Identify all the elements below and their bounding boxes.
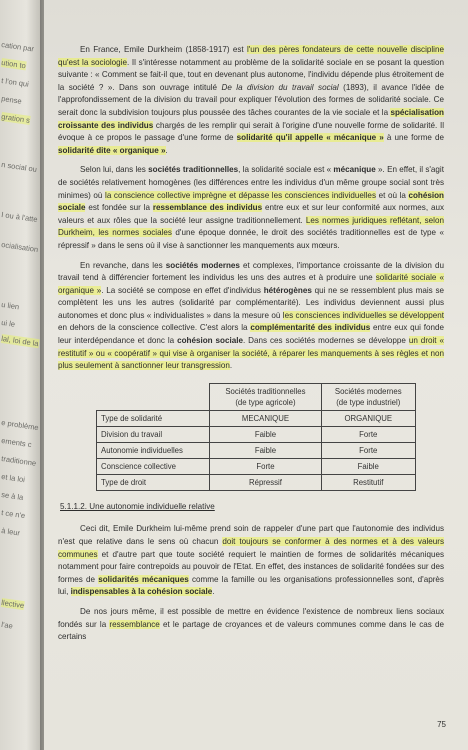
column-header-traditional: Sociétés traditionnelles (de type agricole) (210, 383, 321, 410)
paragraph-traditional-societies (58, 164, 444, 252)
text: à une forme de (383, 133, 444, 143)
row-label: Type de solidarité (97, 410, 210, 426)
text: . (229, 361, 233, 371)
text: (1893), il avance l'idée de l'approfondissement de la division du travail pour expliquer l'évolution des formes de solidarité sociale. Ce serait donc la subdivision toujours plus poussée des tâches courantes de la vie sociale et la (58, 82, 445, 117)
text: d'une époque donnée, le droit des sociétés traditionnelles est de type « répressif » dans le sens où il vise à sanctionner les manquements aux mœurs. (58, 228, 444, 250)
previous-page-edge (0, 0, 44, 750)
margin-fragment: I ou à l'atte (0, 210, 39, 224)
margin-fragment: ui le (0, 318, 16, 329)
paragraph-relative-autonomy (58, 523, 444, 599)
text: qui ne se ressemblent plus mais se complètent les uns les autres (solidarité par complémentarité). Les individus deviennent aussi plus autonomes et donc plus « individualistes » dans la mesure où (58, 285, 444, 320)
cell-traditional: Répressif (210, 474, 321, 490)
cell-traditional: Forte (210, 458, 321, 474)
table-header-row (97, 383, 416, 410)
table-row (97, 442, 416, 458)
text: et d'autre part que toute société requiert le maintien de formes de solidarités mécaniques notamment pour faire contrepoids au pouvoir de l'Etat. En effet, des instances de solidarité fondées sur des formes de (58, 549, 444, 584)
margin-fragment: t ce n'e (0, 508, 26, 521)
text: Ceci dit, Emile Durkheim lui-même prend soin de rappeler d'une part que l'autonomie des individus n'est que relative dans le sens où chacun (58, 524, 444, 547)
highlight: Les normes juridiques reflétant, selon Durkheim, les normes sociales (58, 215, 444, 238)
text: et le partage de croyances et de valeurs communes comme dans le cas de certains (58, 619, 444, 642)
text: . Dans ces sociétés modernes se développe (243, 336, 409, 346)
highlight: spécialisation croissante des individus (58, 107, 444, 130)
text: En France, Emile Durkheim (1858-1917) est (80, 45, 247, 54)
cell-modern: Forte (321, 442, 415, 458)
margin-fragment: à leur (0, 526, 21, 538)
margin-fragment: e problème (0, 418, 40, 433)
table-corner-cell (97, 383, 210, 410)
margin-fragment: ution to (0, 58, 27, 71)
text: comme la famille ou les organisations professionnelles sont, d'après lui, (58, 574, 444, 597)
paragraph-durkheim-intro (58, 44, 444, 157)
text: entre eux et sur leur conformité aux normes, aux valeurs et aux rôles que la société leur assigne traditionnellement. (58, 203, 444, 225)
text: . (165, 145, 168, 155)
table-row (97, 426, 416, 442)
cell-modern: Faible (321, 458, 415, 474)
cell-traditional: Faible (210, 426, 321, 442)
table-row (97, 458, 416, 474)
text: Selon lui, dans les (80, 165, 149, 175)
text: et où la (376, 190, 409, 200)
highlight: un droit « restitutif » ou « coopératif » qui vise à organiser la société, à réparer les manquements à ses règles et non plus seulement à sanctionner leur transgression (58, 336, 444, 371)
highlight: solidarité dite « organique » (58, 145, 166, 155)
margin-fragment: lal, loi de la (0, 334, 40, 349)
column-header-modern: Sociétés modernes (de type industriel) (321, 383, 415, 410)
page-number: 75 (437, 720, 446, 730)
margin-fragment: et la loi (0, 472, 26, 485)
text: entre eux qui fonde leur interdépendance et donc la (58, 323, 444, 346)
cell-modern: Forte (321, 426, 415, 442)
margin-fragment: pense (0, 94, 23, 106)
text: chargés de les remplir qui serait à l'origine d'une nouvelle forme de solidarité. Il évoque à ce propos le passage d'une forme de (58, 120, 445, 143)
text: . Il s'intéresse notamment au problème de la solidarité sociale en se posant la question suivante : « Comment se fait-il que, tout en devenant plus autonome, l'individu dépende plus étroitement de la société ? ». Dans son ouvrage intitulé (58, 57, 444, 92)
paragraph-modern-societies (58, 260, 444, 373)
margin-fragment: l'ae (0, 620, 14, 631)
row-label: Conscience collective (97, 458, 210, 474)
highlight: indispensables à la cohésion sociale (70, 587, 213, 597)
cell-modern: ORGANIQUE (321, 410, 415, 426)
paragraph-nowadays (58, 606, 444, 644)
margin-fragment: t l'on qui (0, 76, 30, 89)
highlight: complémentarité des individus (250, 323, 371, 333)
text: et complexes, l'importance croissante de la division du travail tend à différencier fortement les individus les uns des autres et à produire une (58, 260, 444, 283)
row-label: Autonomie individuelles (97, 442, 210, 458)
margin-fragment: traditionne (0, 454, 37, 468)
bold-term: sociétés modernes (165, 260, 240, 270)
margin-fragment: llective (0, 598, 25, 611)
bold-term: sociétés traditionnelles (148, 165, 239, 175)
margin-fragment: gration s (0, 112, 31, 125)
highlight: solidarité sociale « organique » (58, 273, 444, 295)
highlight: doit toujours se conformer à des normes et à des valeurs communes (58, 537, 444, 559)
highlight: solidarité qu'il appelle « mécanique » (236, 133, 384, 143)
text: en dehors de la conscience collective. C'est alors la (58, 323, 251, 333)
margin-fragment: n social ou (0, 160, 38, 174)
highlight: la conscience collective imprègne et dépasse les consciences individuelles (105, 190, 376, 200)
cell-traditional: Faible (210, 442, 321, 458)
margin-fragment: ocialisation (0, 240, 39, 255)
bold-term: mécanique (333, 165, 376, 175)
cell-modern: Restitutif (321, 474, 415, 490)
margin-fragment: se à la (0, 490, 24, 502)
text: est fondée sur la (85, 203, 153, 213)
row-label: Type de droit (97, 474, 210, 490)
margin-fragment: ements c (0, 436, 33, 450)
text: De nos jours même, il est possible de mettre en évidence l'existence de nombreux liens sociaux fondés sur la (58, 607, 444, 629)
text: . (212, 587, 215, 597)
text: . La société se compose en effet d'individus (101, 285, 264, 295)
text: , la solidarité sociale est « (238, 165, 334, 175)
book-page (44, 0, 468, 750)
row-label: Division du travail (97, 426, 210, 442)
solidarity-comparison-table (96, 383, 416, 491)
cell-traditional: MECANIQUE (210, 410, 321, 426)
highlight: les consciences individuelles se développent (282, 310, 444, 320)
bold-term: hétérogènes (263, 285, 312, 295)
text: ». En effet, il s'agit de sociétés relativement homogènes (les différences entre les individus d'un même groupe social sont très minimes) où (58, 165, 444, 200)
margin-fragment: u lien (0, 300, 20, 312)
table-row (97, 474, 416, 490)
highlight: ressemblance des individus (152, 203, 263, 213)
highlight: ressemblance (109, 619, 160, 629)
bold-term: cohésion sociale (177, 336, 243, 346)
highlight: cohésion sociale (58, 190, 444, 213)
section-heading: 5.1.1.2. Une autonomie individuelle relative (60, 501, 215, 511)
margin-fragment: cation par (0, 40, 35, 54)
text: En revanche, dans les (80, 260, 166, 270)
highlight: solidarités mécaniques (98, 574, 189, 584)
book-title: De la division du travail social (221, 82, 339, 92)
highlight: l'un des pères fondateurs de cette nouvelle discipline qu'est la sociologie (58, 45, 444, 67)
table-row (97, 410, 416, 426)
